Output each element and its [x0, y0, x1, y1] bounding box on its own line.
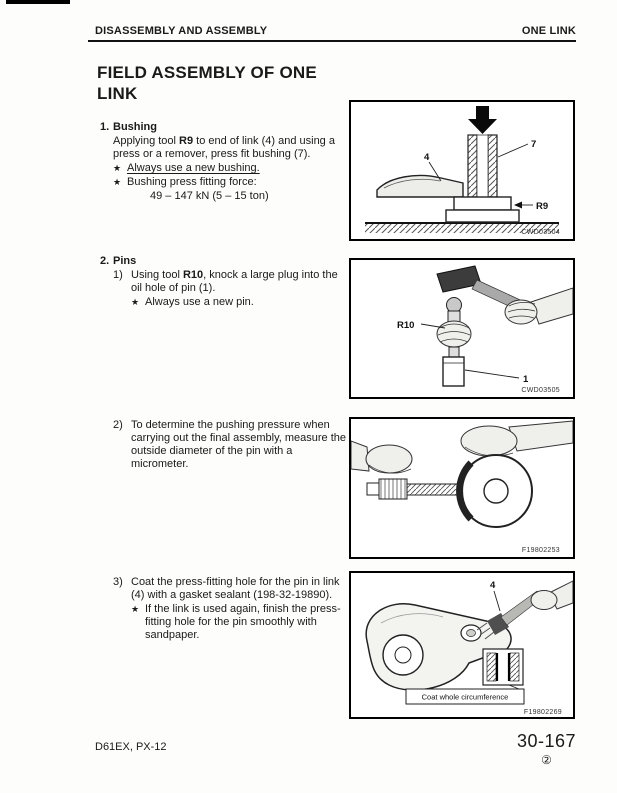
header-topic: ONE LINK: [521, 25, 576, 37]
micrometer-thimble: [367, 479, 407, 499]
sealant-coat-illustration: [351, 573, 573, 717]
hole-cross-section-inset: [483, 649, 523, 685]
pins-step-3: [113, 576, 350, 642]
figure-code: CWD03505: [521, 387, 560, 394]
step-text: Coat the press-fitting hole for the pin in link (4) with a gasket sealant (198-32-19890).: [131, 576, 340, 601]
star-icon: ★: [131, 604, 140, 614]
page-number: 30-167: [516, 731, 576, 751]
section-number: 2.: [100, 255, 110, 267]
step-text: To determine the pushing pressure when carrying out the final assembly, measure the outside diameter of the pin with a micrometer.: [131, 419, 347, 470]
section-title: Bushing: [113, 121, 157, 133]
page-title-line: LINK: [97, 84, 138, 103]
note-press-force: [113, 176, 348, 189]
step-body: [131, 576, 350, 642]
text-fragment: to end of link (4) and using a press or a remover, press fit bushing (7).: [113, 135, 335, 160]
note-text: Always use a new pin.: [145, 296, 254, 308]
micrometer-spindle: [407, 484, 457, 495]
text-fragment: Applying tool: [113, 135, 180, 147]
left-hand-shape: [351, 441, 412, 473]
figure-bushing-press: [349, 100, 575, 241]
note-reused-link: [131, 603, 350, 642]
section-pins: [100, 255, 350, 309]
upper-hand-shape: [461, 421, 573, 456]
section-heading: [100, 255, 350, 268]
label-tool-r10: R10: [397, 320, 415, 331]
pin-shape: [443, 357, 464, 386]
micrometer-illustration: [351, 419, 573, 557]
figure-code: CWD03504: [521, 229, 560, 236]
page-title: [97, 62, 317, 104]
section-bushing: [100, 121, 348, 203]
hand-arm-shape: [531, 581, 573, 610]
tool-ref: R10: [182, 269, 204, 281]
text-fragment: , knock a large plug into the oil hole of pin (1).: [131, 269, 338, 294]
footer-model-code: D61EX, PX-12: [95, 741, 167, 753]
bushing-press-illustration: [351, 102, 573, 239]
figure-caption: Coat whole circumference: [421, 692, 509, 702]
label-bushing-7: 7: [531, 139, 537, 150]
figure-micrometer: [349, 417, 575, 559]
label-pin-1: 1: [523, 374, 529, 385]
section-number: 1.: [100, 121, 110, 133]
star-icon: ★: [113, 177, 122, 187]
hand-arm-shape: [505, 288, 573, 324]
step-number: 1): [113, 269, 123, 281]
step-number: 2): [113, 419, 123, 431]
note-text: Bushing press fitting force:: [127, 176, 257, 188]
pins-step-1: [113, 269, 350, 309]
scan-artifact: [6, 0, 70, 4]
pins-step-2: [113, 419, 350, 471]
label-link-4: 4: [490, 580, 496, 591]
press-arrow-icon: [468, 106, 497, 134]
note-new-bushing: [113, 162, 348, 175]
page-number-block: [517, 731, 576, 767]
tool-r9-shape: [446, 197, 519, 222]
figure-code: F19802253: [521, 547, 560, 554]
label-tool-r9: R9: [536, 201, 549, 212]
note-text: If the link is used again, finish the press-fitting hole for the pin smoothly with sandpaper.: [145, 603, 341, 641]
note-text: Always use a new bushing.: [127, 162, 260, 174]
header-section-title: DISASSEMBLY AND ASSEMBLY: [95, 25, 268, 37]
figure-sealant-coat: [349, 571, 575, 719]
step-body: [131, 269, 350, 309]
link-shape: [377, 175, 463, 197]
pin-plug-illustration: [351, 260, 573, 397]
step-number: 3): [113, 576, 123, 588]
gripping-hand-shape: [437, 321, 471, 347]
figure-labels: [490, 580, 500, 611]
page-header: [95, 25, 576, 37]
force-value: 49 – 147 kN (5 – 15 ton): [150, 190, 269, 202]
page-revision-mark: ②: [541, 753, 552, 767]
header-rule: [88, 40, 576, 42]
star-icon: ★: [131, 297, 140, 307]
figure-pin-plug: [349, 258, 575, 399]
tool-shaft: [449, 347, 459, 357]
text-fragment: Using tool: [131, 269, 183, 281]
step-text: [131, 269, 350, 295]
star-icon: ★: [113, 163, 122, 173]
figure-code: F19802269: [523, 709, 562, 716]
label-link-4: 4: [424, 152, 430, 163]
page-title-line: FIELD ASSEMBLY OF ONE: [97, 63, 317, 82]
tool-ref: R9: [179, 135, 194, 147]
bushing-shape: [468, 135, 497, 197]
section-title: Pins: [113, 255, 137, 267]
bushing-instructions: [113, 135, 348, 161]
section-body: [113, 135, 348, 203]
section-heading: [100, 121, 348, 134]
note-new-pin: [131, 296, 350, 309]
